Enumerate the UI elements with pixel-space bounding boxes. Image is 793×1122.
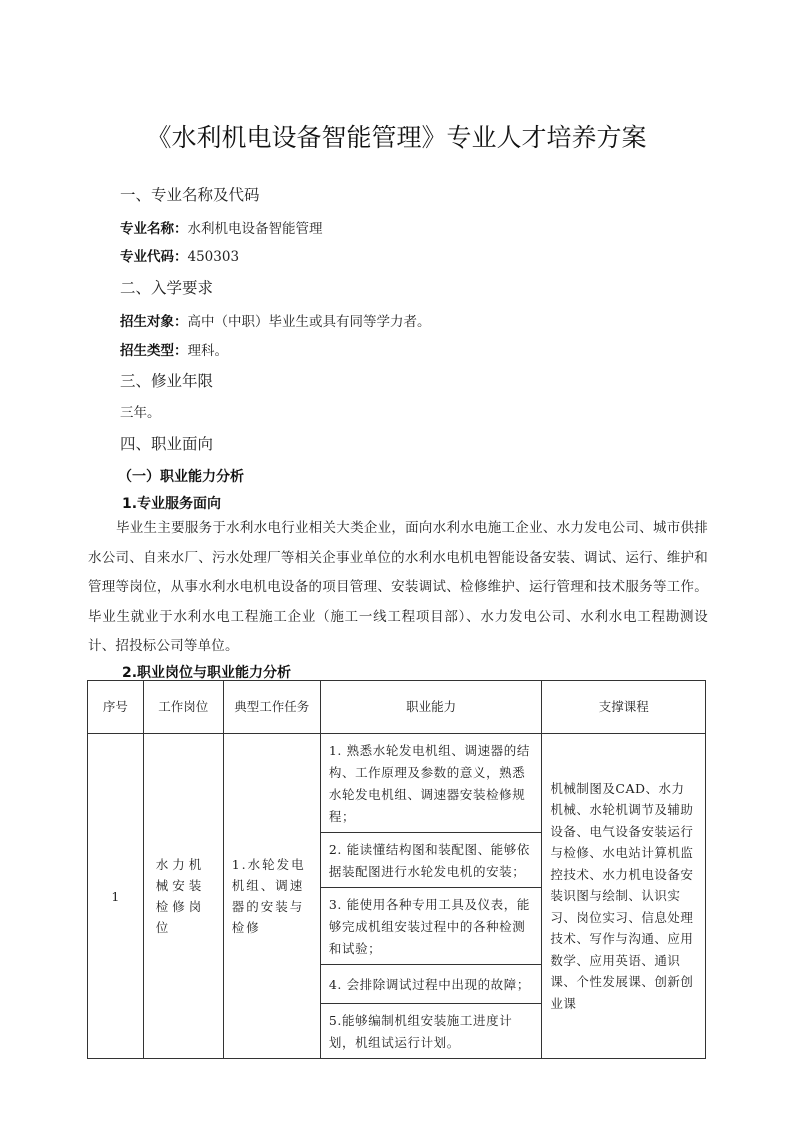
major-name-label: 专业名称： bbox=[120, 221, 188, 237]
major-name-value: 水利机电设备智能管理 bbox=[187, 221, 323, 237]
header-index: 序号 bbox=[88, 681, 144, 734]
header-post: 工作岗位 bbox=[143, 681, 223, 734]
major-code-label: 专业代码： bbox=[120, 249, 188, 265]
major-code-field bbox=[120, 245, 239, 265]
section-heading-4: 四、职业面向 bbox=[120, 435, 214, 453]
section-heading-3: 三、修业年限 bbox=[120, 372, 214, 390]
enroll-target-label: 招生对象： bbox=[120, 314, 188, 330]
enroll-type-value: 理科。 bbox=[187, 343, 228, 359]
study-duration-value: 三年。 bbox=[120, 405, 161, 421]
enroll-type-label: 招生类型： bbox=[120, 343, 188, 359]
row-index: 1 bbox=[88, 734, 144, 1059]
service-paragraph: 毕业生主要服务于水利水电行业相关大类企业，面向水利水电施工企业、水力发电公司、城市供排水公司、自来水厂、污水处理厂等相关企事业单位的水利水电机电智能设备安装、调试、运行、维护和管理等岗位，从事水利水电机电设备的项目管理、安装调试、检修维护、运行管理和技术服务等工作。毕业生就业于水利水电工程施工企业（施工一线工程项目部）、水力发电公司、水利水电工程勘测设计、招投标公司等单位。 bbox=[88, 520, 708, 654]
row-courses: 机械制图及CAD、水力机械、水轮机调节及辅助设备、电气设备安装运行与检修、水电站计算机监控技术、水力机电设备安装识图与绘制、认识实习、岗位实习、信息处理技术、写作与沟通、应用数学、应用英语、通识课、个性发展课、创新创业课 bbox=[542, 734, 706, 1059]
ability-item-4: 4. 会排除调试过程中出现的故障； bbox=[320, 965, 542, 1004]
table-header-row bbox=[88, 681, 706, 734]
row-post: 水力机械安装检修岗位 bbox=[143, 734, 223, 1059]
enroll-target-field bbox=[120, 310, 431, 330]
enroll-type-field bbox=[120, 339, 228, 359]
subsection-heading-ability: （一）职业能力分析 bbox=[118, 469, 244, 485]
ability-analysis-table bbox=[87, 680, 706, 1059]
section-heading-2: 二、入学要求 bbox=[120, 279, 214, 297]
header-ability: 职业能力 bbox=[320, 681, 542, 734]
ability-item-5: 5.能够编制机组安装施工进度计划，机组试运行计划。 bbox=[320, 1004, 542, 1059]
subsection-heading-service: 1.专业服务面向 bbox=[122, 496, 222, 512]
enroll-target-value: 高中（中职）毕业生或具有同等学力者。 bbox=[187, 314, 431, 330]
ability-item-2: 2. 能读懂结构图和装配图、能够依据装配图进行水轮发电机的安装； bbox=[320, 833, 542, 888]
ability-item-3: 3. 能使用各种专用工具及仪表，能够完成机组安装过程中的各种检测和试验； bbox=[320, 888, 542, 965]
major-name-field bbox=[120, 217, 323, 237]
ability-item-1: 1. 熟悉水轮发电机组、调速器的结构、工作原理及参数的意义，熟悉水轮发电机组、调速器安装检修规程； bbox=[320, 734, 542, 833]
document-title: 《水利机电设备智能管理》专业人才培养方案 bbox=[146, 123, 647, 152]
table-row bbox=[88, 734, 706, 833]
header-courses: 支撑课程 bbox=[542, 681, 706, 734]
major-code-value: 450303 bbox=[187, 249, 240, 265]
section-heading-1: 一、专业名称及代码 bbox=[120, 186, 260, 204]
subsection-heading-posts: 2.职业岗位与职业能力分析 bbox=[122, 665, 292, 681]
row-task: 1.水轮发电机组、调速器的安装与检修 bbox=[223, 734, 320, 1059]
header-task: 典型工作任务 bbox=[223, 681, 320, 734]
